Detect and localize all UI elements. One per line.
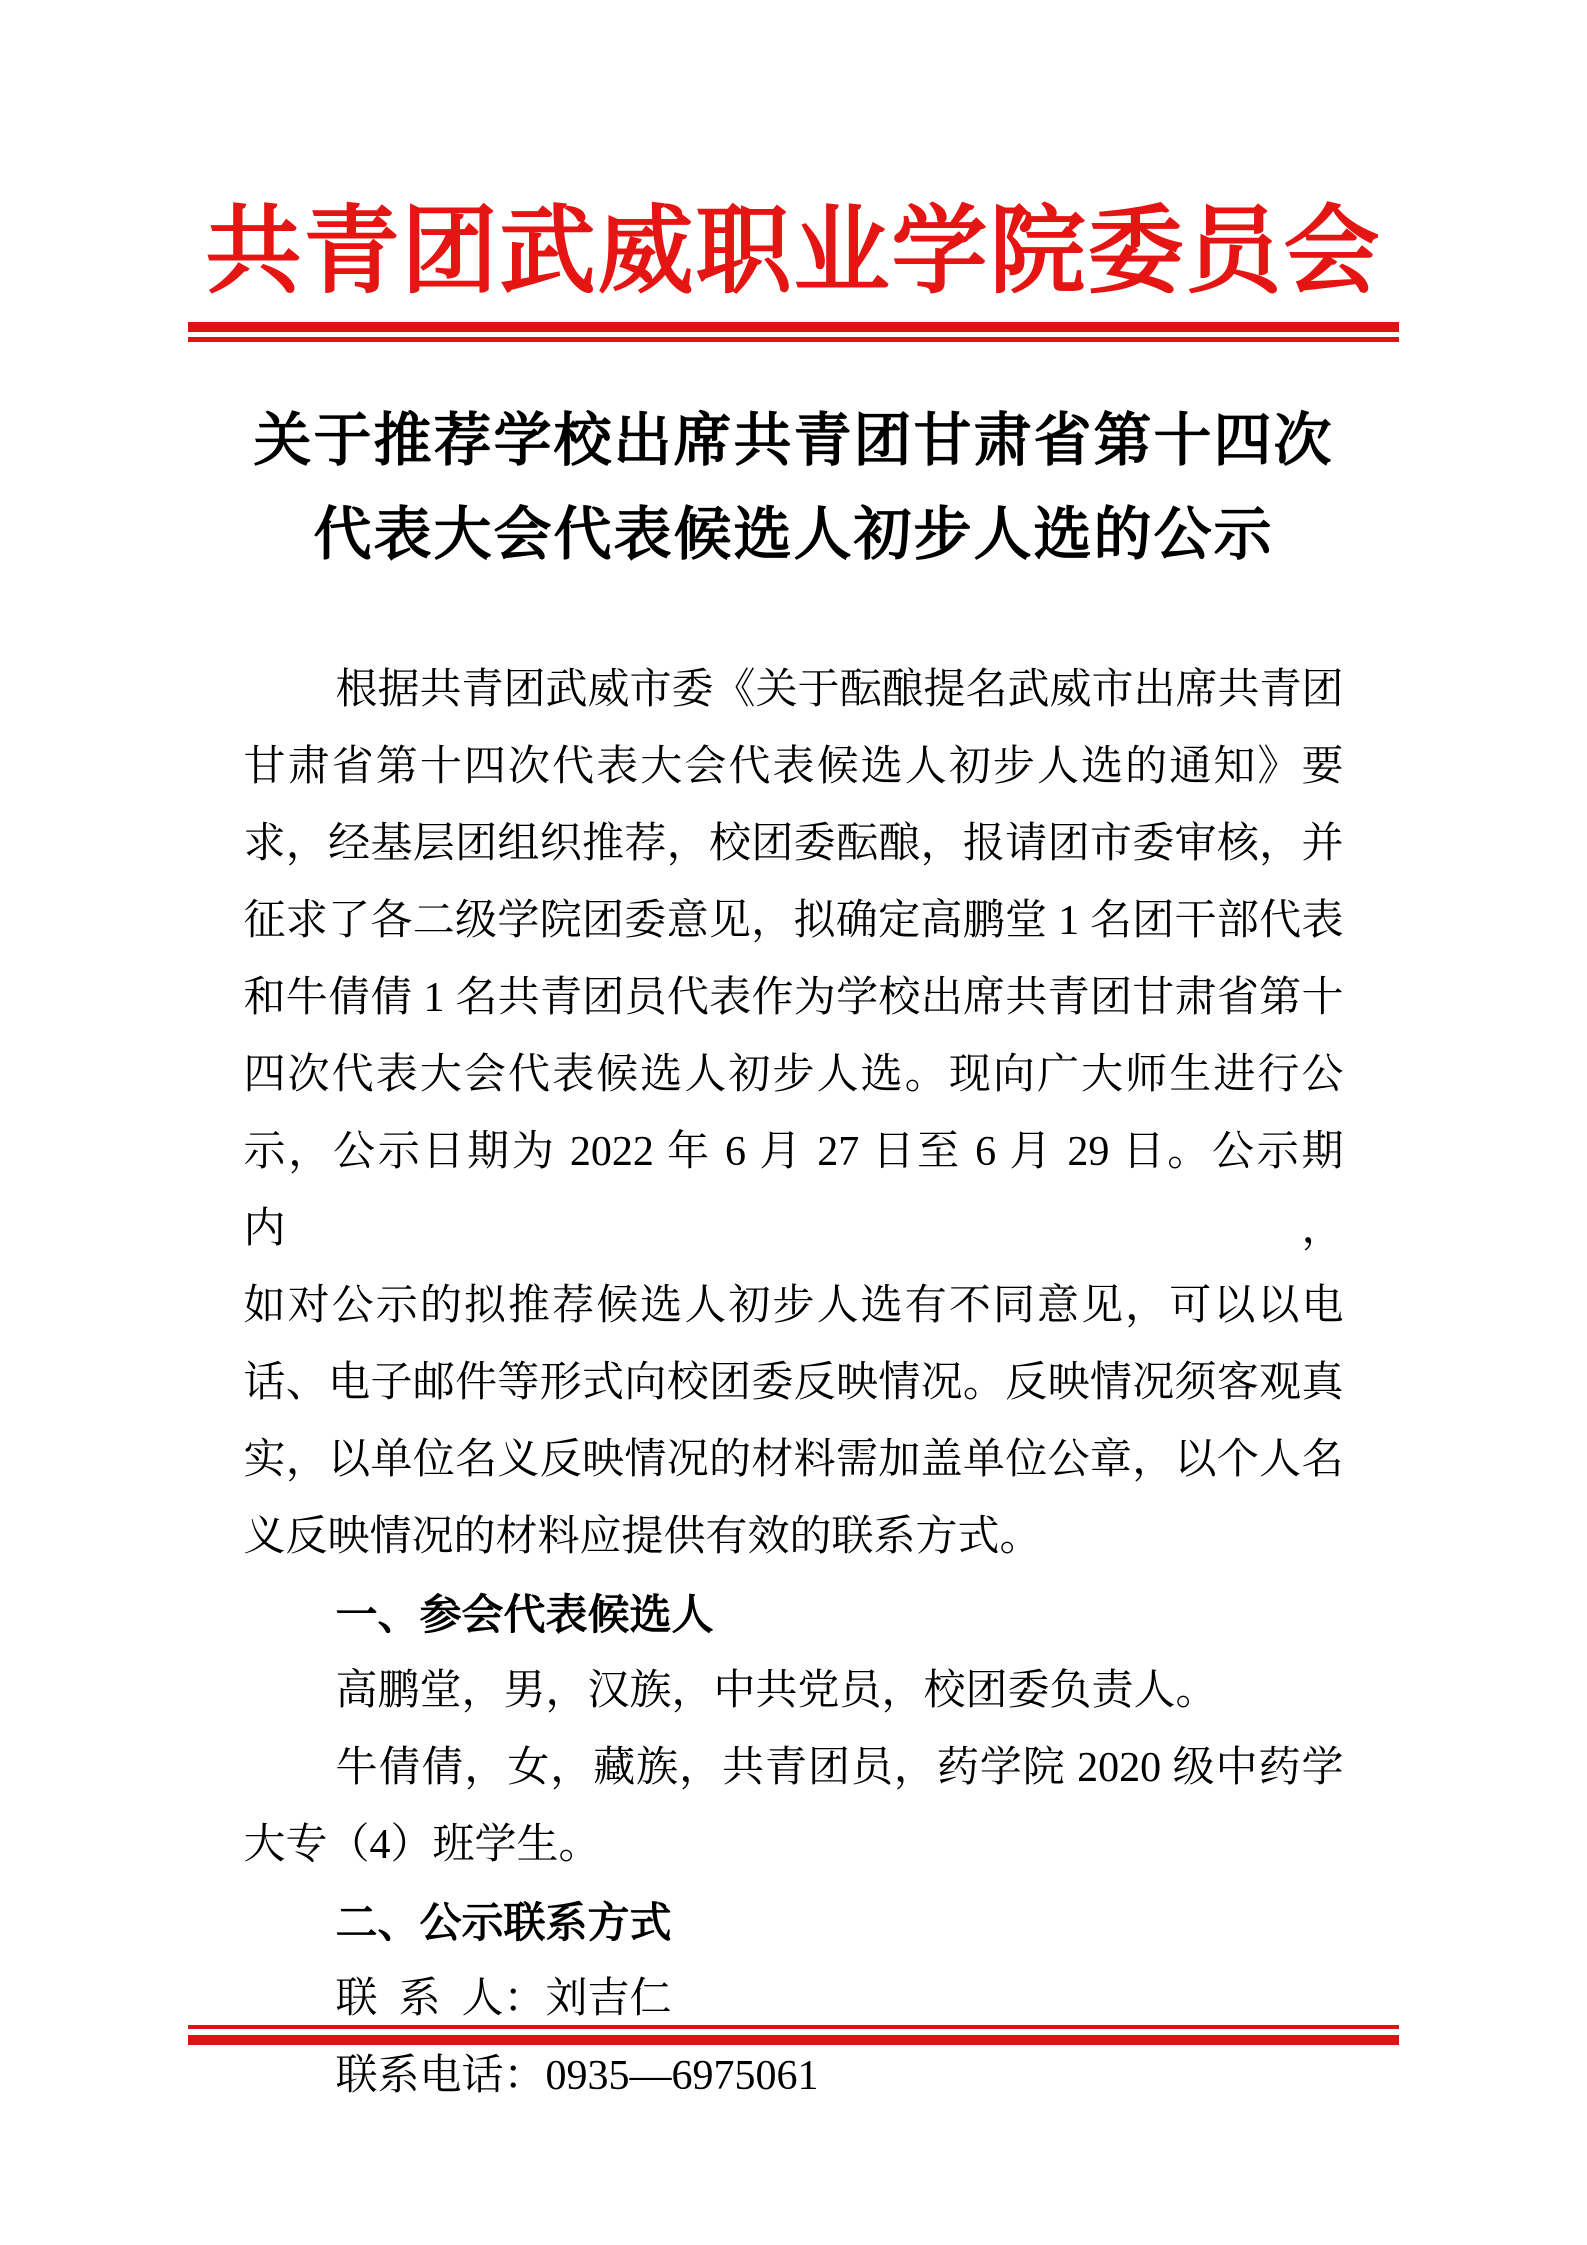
header-rule-thin	[188, 337, 1399, 342]
body-line: 四次代表大会代表候选人初步人选。现向广大师生进行公	[243, 1052, 1344, 1098]
body-line: 义反映情况的材料应提供有效的联系方式。	[243, 1514, 1042, 1560]
document-body	[244, 652, 1344, 2115]
body-line: 实，以单位名义反映情况的材料需加盖单位公章，以个人名	[243, 1437, 1344, 1483]
header-rule-thick	[188, 322, 1399, 332]
body-line: 如对公示的拟推荐候选人初步人选有不同意见，可以以电	[243, 1283, 1344, 1329]
document-title-line-1: 关于推荐学校出席共青团甘肃省第十四次	[253, 408, 1334, 473]
candidate-2-line-2: 大专（4）班学生。	[243, 1822, 601, 1868]
issuer-title: 共青团武威职业学院委员会	[205, 198, 1382, 305]
body-line: 甘肃省第十四次代表大会代表候选人初步人选的通知》要	[243, 744, 1344, 790]
body-line: 征求了各二级学院团委意见，拟确定高鹏堂 1 名团干部代表	[243, 898, 1344, 944]
footer-rule-thin	[188, 2025, 1399, 2029]
body-line: 根据共青团武威市委《关于酝酿提名武威市出席共青团	[335, 667, 1344, 713]
body-line: 示，公示日期为 2022 年 6 月 27 日至 6 月 29 日。公示期内，	[243, 1129, 1344, 1252]
section-1-heading: 一、参会代表候选人	[335, 1591, 714, 1638]
candidate-1-line: 高鹏堂，男，汉族，中共党员，校团委负责人。	[335, 1668, 1218, 1714]
contact-phone-line: 联系电话：0935—6975061	[335, 2053, 819, 2099]
body-line: 和牛倩倩 1 名共青团员代表作为学校出席共青团甘肃省第十	[243, 975, 1344, 1021]
document-title	[0, 394, 1587, 582]
document-title-line-2: 代表大会代表候选人初步人选的公示	[313, 502, 1274, 567]
masthead	[188, 196, 1399, 342]
contact-person-line: 联 系 人：刘吉仁	[335, 1976, 672, 2022]
body-line: 话、电子邮件等形式向校团委反映情况。反映情况须客观真	[243, 1360, 1344, 1406]
body-line: 求，经基层团组织推荐，校团委酝酿，报请团市委审核，并	[243, 821, 1344, 867]
section-2-heading: 二、公示联系方式	[335, 1899, 672, 1946]
candidate-2-line-1: 牛倩倩，女，藏族，共青团员，药学院 2020 级中药学	[335, 1745, 1344, 1791]
footer-rule-thick	[188, 2035, 1399, 2045]
